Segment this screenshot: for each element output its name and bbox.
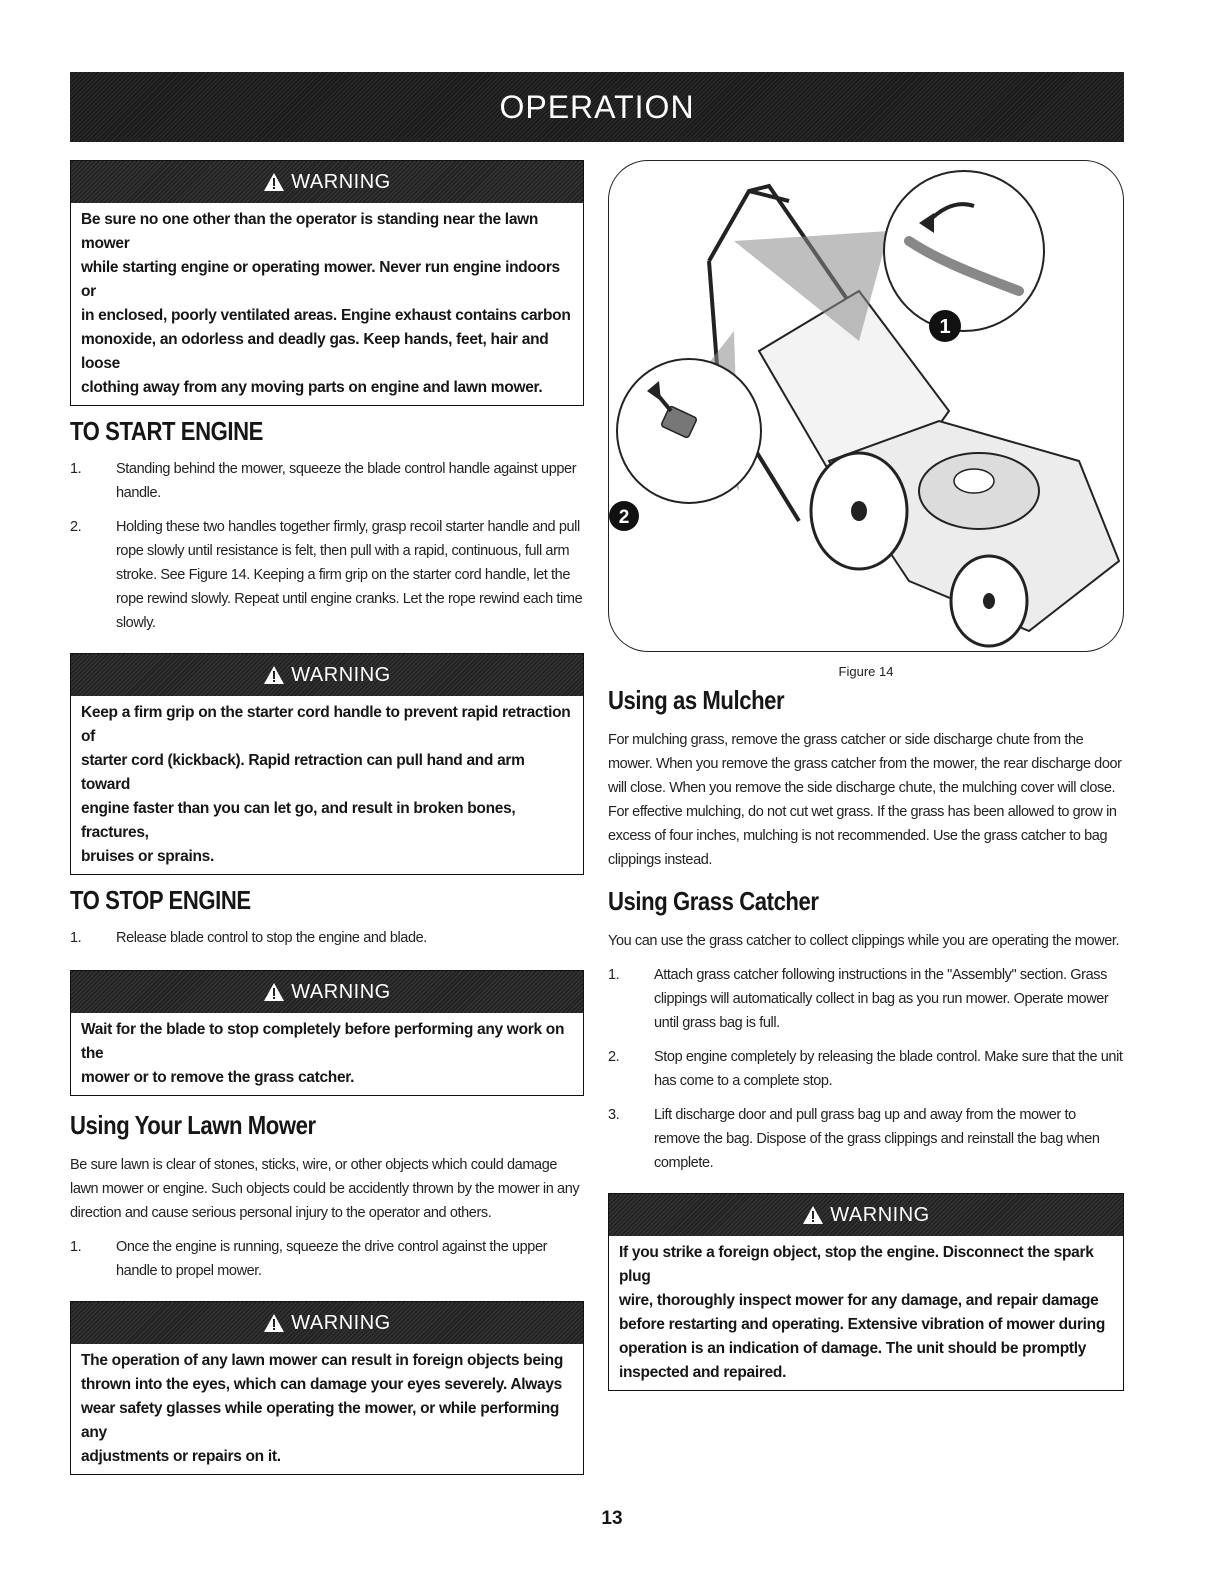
warning-box-3 <box>70 970 584 1096</box>
figure-caption: Figure 14 <box>838 664 894 679</box>
to-stop-engine-heading: TO STOP ENGINE <box>70 885 251 915</box>
using-steps-list <box>70 1235 584 1283</box>
page-number: 13 <box>601 1508 623 1529</box>
warning-header <box>71 654 583 696</box>
warning-header <box>71 1302 583 1344</box>
warning-header <box>71 971 583 1013</box>
list-item <box>608 1103 1124 1175</box>
using-your-lawn-mower-heading: Using Your Lawn Mower <box>70 1110 316 1140</box>
step-number: 1. <box>70 1239 82 1255</box>
warning-triangle-icon <box>263 665 285 685</box>
warning-line: operation is an indication of damage. The unit should be promptly <box>619 1340 1087 1357</box>
right-column <box>608 160 1124 1391</box>
warning-line: wire, thoroughly inspect mower for any damage, and repair damage <box>619 1292 1099 1309</box>
warning-box-1 <box>70 160 584 406</box>
callout-2-label: 2 <box>618 507 630 528</box>
warning-text <box>609 1236 1123 1390</box>
warning-line: wear safety glasses while operating the mower, or while performing any <box>81 1400 560 1441</box>
warning-line: Keep a firm grip on the starter cord handle to prevent rapid retraction of <box>81 704 571 745</box>
list-item <box>608 963 1124 1035</box>
section-title-bar <box>70 72 1124 142</box>
start-steps-list <box>70 457 584 635</box>
warning-box-4 <box>70 1301 584 1475</box>
step-number: 3. <box>608 1107 620 1123</box>
lawn-mower-illustration <box>609 161 1124 651</box>
using-as-mulcher-heading: Using as Mulcher <box>608 685 785 715</box>
warning-label: WARNING <box>291 980 391 1003</box>
warning-triangle-icon <box>263 1313 285 1333</box>
step-text: Release blade control to stop the engine and blade. <box>116 930 427 946</box>
step-number: 1. <box>70 461 82 477</box>
warning-line: in enclosed, poorly ventilated areas. Engine exhaust contains carbon <box>81 307 571 324</box>
warning-line: The operation of any lawn mower can result in foreign objects being <box>81 1352 564 1369</box>
stop-steps-list <box>70 926 584 950</box>
step-text: Standing behind the mower, squeeze the blade control handle against upper handle. <box>116 461 577 501</box>
warning-label: WARNING <box>830 1203 930 1226</box>
catcher-body-text: You can use the grass catcher to collect clippings while you are operating the mower. <box>608 933 1120 949</box>
warning-triangle-icon <box>263 172 285 192</box>
callout-1-label: 1 <box>939 316 951 338</box>
step-text: Attach grass catcher following instructions in the "Assembly" section. Grass clippings will automatically collect in bag as you run mower. Operate mower until grass bag is full. <box>654 967 1109 1031</box>
step-number: 2. <box>70 519 82 535</box>
warning-line: adjustments or repairs on it. <box>81 1448 281 1465</box>
step-text: Lift discharge door and pull grass bag up and away from the mower to remove the bag. Dispose of the grass clippings and reinstall the bag when complete. <box>654 1107 1100 1171</box>
warning-line: bruises or sprains. <box>81 848 214 865</box>
list-item <box>608 1045 1124 1093</box>
warning-triangle-icon <box>802 1205 824 1225</box>
warning-text <box>71 1013 583 1095</box>
step-text: Stop engine completely by releasing the blade control. Make sure that the unit has come to a complete stop. <box>654 1049 1123 1089</box>
step-text: Holding these two handles together firmly, grasp recoil starter handle and pull rope slowly until resistance is felt, then pull with a rapid, continuous, full arm stroke. See Figure 14. Keeping a firm grip on the starter cord handle, let the rope rewind slowly. Repeat until engine cranks. Let the rope rewind each time slowly. <box>116 519 583 631</box>
warning-label: WARNING <box>291 1311 391 1334</box>
warning-line: If you strike a foreign object, stop the engine. Disconnect the spark plug <box>619 1244 1094 1285</box>
using-grass-catcher-heading: Using Grass Catcher <box>608 886 819 916</box>
list-item <box>70 515 584 635</box>
to-start-engine-heading: TO START ENGINE <box>70 416 263 446</box>
mulcher-body-text: For mulching grass, remove the grass catcher or side discharge chute from the mower. When you remove the grass catcher from the mower, the rear discharge door will close. When you remove the side discharge chute, the mulching cover will close. For effective mulching, do not cut wet grass. If the grass has been allowed to grow in excess of four inches, mulching is not recommended. Use the grass catcher to bag clippings instead. <box>608 732 1122 868</box>
figure-14-illustration <box>608 160 1124 652</box>
warning-line: Be sure no one other than the operator is standing near the lawn mower <box>81 211 539 252</box>
warning-header <box>71 161 583 203</box>
warning-box-2 <box>70 653 584 875</box>
warning-text <box>71 696 583 874</box>
warning-line: before restarting and operating. Extensive vibration of mower during <box>619 1316 1106 1333</box>
warning-line: clothing away from any moving parts on engine and lawn mower. <box>81 379 543 396</box>
warning-line: thrown into the eyes, which can damage your eyes severely. Always <box>81 1376 562 1393</box>
warning-text <box>71 1344 583 1474</box>
warning-line: mower or to remove the grass catcher. <box>81 1069 355 1086</box>
warning-line: Wait for the blade to stop completely before performing any work on the <box>81 1021 565 1062</box>
step-number: 2. <box>608 1049 620 1065</box>
warning-header <box>609 1194 1123 1236</box>
catcher-steps-list <box>608 963 1124 1175</box>
warning-line: monoxide, an odorless and deadly gas. Keep hands, feet, hair and loose <box>81 331 549 372</box>
list-item <box>70 926 584 950</box>
warning-label: WARNING <box>291 170 391 193</box>
left-column <box>70 160 584 1475</box>
warning-line: inspected and repaired. <box>619 1364 787 1381</box>
warning-line: engine faster than you can let go, and result in broken bones, fractures, <box>81 800 516 841</box>
warning-label: WARNING <box>291 663 391 686</box>
step-number: 1. <box>608 967 620 983</box>
page-title: OPERATION <box>499 88 695 125</box>
warning-line: starter cord (kickback). Rapid retraction can pull hand and arm toward <box>81 752 525 793</box>
step-text: Once the engine is running, squeeze the drive control against the upper handle to propel mower. <box>116 1239 548 1279</box>
list-item <box>70 457 584 505</box>
warning-triangle-icon <box>263 982 285 1002</box>
list-item <box>70 1235 584 1283</box>
warning-text <box>71 203 583 405</box>
warning-line: while starting engine or operating mower. Never run engine indoors or <box>81 259 560 300</box>
warning-box-5 <box>608 1193 1124 1391</box>
using-body-text: Be sure lawn is clear of stones, sticks, wire, or other objects which could damage lawn mower or engine. Such objects could be accidently thrown by the mower in any direction and cause serious personal injury to the operator and others. <box>70 1157 580 1221</box>
step-number: 1. <box>70 930 82 946</box>
